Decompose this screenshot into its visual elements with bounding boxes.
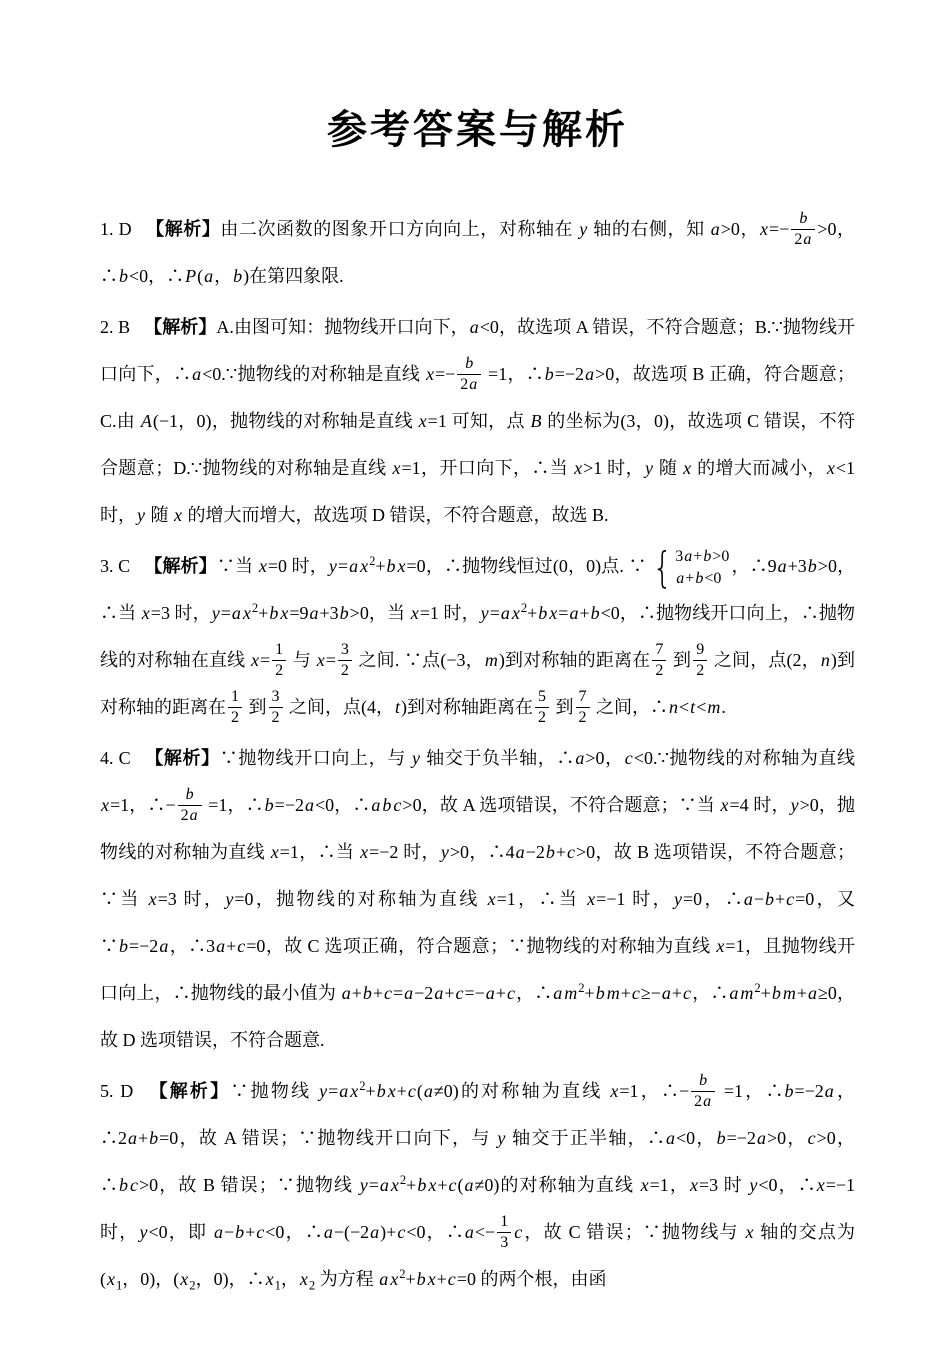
math-expression: 2a+b=0 — [118, 1128, 179, 1148]
math-expression: 3a+c=0 — [206, 936, 266, 956]
math-expression: x — [174, 505, 182, 525]
item-answer: D — [120, 1081, 134, 1101]
math-expression: y<0 — [139, 1222, 168, 1242]
math-expression: 9a+3b>0 — [767, 556, 837, 576]
fraction: $\frac{3}{2}$ — [338, 641, 352, 681]
fraction: $\frac{b}{2a}$ — [791, 210, 815, 250]
math-expression: x=4 — [720, 795, 749, 815]
math-expression: ($x_1$，0) — [100, 1269, 156, 1293]
math-expression: x=−1 — [587, 889, 626, 909]
item-number-answer — [100, 219, 132, 239]
math-expression: y>0 — [790, 795, 819, 815]
math-expression: x=− — [760, 219, 790, 239]
math-expression: b=−2a — [119, 936, 169, 956]
item-number: 2. — [100, 317, 114, 337]
math-expression: x=1 — [640, 1175, 669, 1195]
math-expression: y=a $x^2+b$ x+c(a≠0) — [319, 1079, 459, 1101]
math-expression: x=1 — [716, 936, 745, 956]
item-content: ∵抛物线 y=a $x^2+b$ x+c(a≠0)的对称轴为直线 x=1，∴− $\frac{b}{2a}$ =1，∴b=−2a，∴2a+b=0，故 A 错误；∵抛物线开口向下，与 y 轴交于正半轴，∴a<0，b=−2a>0，c>0，∴b c>0，故 B 错误；∵抛物线 y=a $x^2+b$ x+c(a≠0)的对称轴为直线 x=1，x=3 时 y<0，∴x=−1 时，y<0，即 a−b+c<0，∴a−(−2a)+c<0，∴a<− $\frac{1}{3}$ c，故 C 错误；∵抛物线与 x 轴的交点为($x_1$，0)，($x_2$，0)，$\therefore x_1$，$x_2$ 为方程 a $x^2+b$ x+c=0 的两个根，由函 — [100, 1071, 856, 1293]
math-expression: a>0 — [710, 219, 740, 239]
fraction: $\frac{1}{2}$ — [272, 641, 286, 681]
math-expression: (−3，m) — [440, 650, 505, 670]
item-content: ∵抛物线开口向上，与 y 轴交于负半轴，∴a>0，c<0.∵抛物线的对称轴为直线 x=1，∴− $\frac{b}{2a}$ =1，∴b=−2a<0，∴a b c>0，故 A 选项错误，不符合题意；∵当 x=4 时，y>0，抛物线的对称轴为直线 x=1，∴当 x=−2 时，y>0，∴4a−2b+c>0，故 B 选项错误，不符合题意；∵当 x=3 时，y=0，抛物线的对称轴为直线 x=1，∴当 x=−1 时，y=0，∴a−b+c=0，又∵b=−2a，∴3a+c=0，故 C 选项正确，符合题意；∵抛物线的对称轴为直线 x=1，且抛物线开口向上，∴抛物线的最小值为 a+b+c=a−2a+c=−a+c，∴a $m^2+b$ m+c≥−a+c，∴a $m^2+b$ m+a≥0，故 D 选项错误，不符合题意. — [100, 748, 856, 1050]
item-content: A.由图可知：抛物线开口向下，a<0，故选项 A 错误，不符合题意；B.∵抛物线开口向下，∴a<0.∵抛物线的对称轴是直线 x=− $\frac{b}{2a}$ =1，∴b=−2a>0，故选项 B 正确，符合题意；C.由 A(−1，0)，抛物线的对称轴是直线 x=1 可知，点 B 的坐标为(3，0)，故选项 C 错误，不符合题意；D.∵抛物线的对称轴是直线 x=1，开口向下，∴当 x>1 时，y 随 x 的增大而减小，x<1 时，y 随 x 的增大而增大，故选项 D 错误，不符合题意，故选 B. — [100, 317, 856, 525]
math-expression: (0，0) — [552, 556, 602, 576]
math-expression: c>0 — [807, 1128, 836, 1148]
math-expression: − — [678, 1081, 690, 1101]
math-expression: >0 — [817, 219, 837, 239]
math-expression: (3，0) — [620, 411, 669, 431]
fraction: $\frac{1}{2}$ — [228, 688, 242, 728]
math-expression: c — [514, 1222, 523, 1242]
math-expression: =1 — [208, 795, 228, 815]
math-expression: a $m^2+b$ m+c≥−a+c — [553, 981, 692, 1003]
math-expression: y=a $x^2+b$ x=0 — [328, 554, 426, 576]
answer-item-5 — [100, 1068, 855, 1303]
item-answer: C — [118, 748, 131, 768]
math-expression: x=1 — [270, 842, 299, 862]
math-expression: x=1 — [101, 795, 130, 815]
math-expression: (2，n) — [786, 650, 837, 670]
math-expression: P(a，b) — [185, 266, 250, 286]
fraction: $\frac{7}{2}$ — [652, 641, 666, 681]
math-expression: x=−1 — [816, 1175, 856, 1195]
math-expression: $x_1$ — [265, 1269, 281, 1293]
math-expression: a<− — [464, 1222, 496, 1242]
math-expression: y=0 — [225, 889, 254, 909]
math-expression: x=1 — [410, 603, 439, 623]
analysis-label: 【解析】 — [144, 748, 220, 768]
item-answer: D — [118, 219, 132, 239]
fraction: $\frac{7}{2}$ — [576, 688, 590, 728]
math-expression: $x_2$ — [299, 1269, 316, 1293]
math-expression: x=− — [425, 364, 456, 384]
item-number-answer — [100, 748, 131, 768]
fraction: $\frac{3}{2}$ — [269, 688, 283, 728]
item-answer: B — [118, 317, 131, 337]
math-expression: n<t<m — [669, 697, 721, 717]
item-content: 由二次函数的图象开口方向向上，对称轴在 y 轴的右侧，知 a>0，x=− $\frac{b}{2a}$ >0，∴b<0，∴P(a，b)在第四象限. — [100, 209, 856, 286]
answer-item-1 — [100, 206, 855, 300]
fraction: $\frac{b}{2a}$ — [457, 355, 481, 395]
analysis-label: 【解析】 — [144, 317, 217, 337]
math-expression: 4a−2b+c>0 — [505, 842, 596, 862]
math-expression: b=−2a — [784, 1081, 834, 1101]
math-expression: x<1 — [826, 458, 856, 478]
math-expression: y<0 — [749, 1175, 778, 1195]
math-expression: x=−2 — [360, 842, 399, 862]
math-expression: x — [683, 458, 692, 478]
answer-item-3 — [100, 543, 855, 731]
item-number: 5. — [100, 1081, 114, 1101]
item-content: ∵当 x=0 时，y=a $x^2+b$ x=0，∴抛物线恒过(0，0)点. ∵ { 3a+b>0 a+b<0 ，∴9a+3b>0，∴当 x=3 时，y=a $x^2+b$ x=9a+3b>0，当 x=1 时，y=a $x^2+b$ x=a+b<0，∴抛物线开口向上，∴抛物线的对称轴在直线 x= $\frac{1}{2}$ 与 x= $\frac{3}{2}$ 之间. ∵点(−3，m)到对称轴的距离在 $\frac{7}{2}$ 到 $\frac{9}{2}$ 之间，点(2，n)到对称轴的距离在 $\frac{1}{2}$ 到 $\frac{3}{2}$ 之间，点(4，t)到对称轴距离在 $\frac{5}{2}$ 到 $\frac{7}{2}$ 之间，∴n<t<m. — [100, 542, 856, 727]
analysis-label: 【解析】 — [144, 556, 217, 576]
math-expression: a−b+c<0 — [213, 1222, 285, 1242]
fraction: $\frac{b}{2a}$ — [178, 786, 202, 826]
equation-system: { 3a+b>0 a+b<0 — [651, 542, 730, 592]
math-expression: x=3 — [141, 603, 170, 623]
math-expression: y>0 — [440, 842, 470, 862]
item-number: 3. — [100, 556, 114, 576]
math-expression: c<0. — [624, 748, 658, 768]
math-expression: =1 — [723, 1081, 743, 1101]
math-expression: b<0 — [119, 266, 149, 286]
math-expression: a−b+c=0 — [743, 889, 815, 909]
math-expression: b c>0 — [119, 1175, 159, 1195]
math-expression: y=a $x^2+b$ x=9a+3b>0 — [211, 601, 369, 623]
math-expression: a b c>0 — [371, 795, 422, 815]
math-expression: a+b+c=a−2a+c=−a+c — [341, 983, 515, 1003]
math-expression: x=3 — [689, 1175, 719, 1195]
fraction: $\frac{1}{3}$ — [497, 1213, 511, 1253]
math-expression: x — [745, 1222, 754, 1242]
item-number-answer — [100, 556, 130, 576]
fraction: $\frac{b}{2a}$ — [691, 1072, 715, 1112]
math-expression: x=3 — [148, 889, 177, 909]
analysis-label: 【解析】 — [147, 1081, 231, 1101]
math-expression: x=1 — [418, 411, 447, 431]
math-expression: x>1 — [574, 458, 603, 478]
math-expression: a<0 — [469, 317, 499, 337]
analysis-label: 【解析】 — [145, 219, 221, 239]
math-expression: b=−2a<0 — [264, 795, 335, 815]
answer-item-2 — [100, 304, 855, 539]
math-expression: B — [530, 411, 542, 431]
math-expression: A(−1，0) — [140, 411, 212, 431]
left-brace: { — [651, 542, 672, 592]
item-answer: C — [118, 556, 131, 576]
math-expression: x=0 — [258, 556, 287, 576]
math-expression: b=−2a>0 — [716, 1128, 787, 1148]
math-expression: x=1 — [392, 458, 421, 478]
math-expression: a>0 — [575, 748, 605, 768]
math-expression: y — [411, 748, 420, 768]
math-expression: =1 — [488, 364, 508, 384]
math-expression: y=0 — [673, 889, 703, 909]
math-expression: a−(−2a)+c<0 — [323, 1222, 426, 1242]
math-expression: x=1 — [487, 889, 516, 909]
math-expression: ($x_2$，0) — [173, 1269, 229, 1293]
math-expression: x= — [251, 650, 271, 670]
fraction: $\frac{5}{2}$ — [535, 688, 549, 728]
item-number-answer — [100, 317, 130, 337]
math-expression: y — [644, 458, 653, 478]
math-expression: y — [497, 1128, 506, 1148]
math-expression: y=a $x^2+b$ x+c(a≠0) — [359, 1173, 500, 1195]
math-expression: a<0. — [192, 364, 226, 384]
item-number-answer — [100, 1081, 133, 1101]
item-number: 4. — [100, 748, 114, 768]
fraction: $\frac{9}{2}$ — [693, 641, 707, 681]
math-expression: y — [579, 219, 588, 239]
math-expression: y — [137, 505, 145, 525]
page-title: 参考答案与解析 — [327, 107, 628, 152]
math-expression: b=−2a>0 — [544, 364, 615, 384]
math-expression: − — [165, 795, 176, 815]
math-expression: x= — [316, 650, 336, 670]
item-number: 1. — [100, 219, 114, 239]
math-expression: (4，t) — [361, 697, 408, 717]
math-expression: a<0 — [665, 1128, 696, 1148]
answer-item-4 — [100, 735, 855, 1064]
math-expression: a $x^2+b$ x+c=0 — [379, 1267, 476, 1289]
math-expression: x=1 — [610, 1081, 639, 1101]
math-expression: a $m^2+b$ m+a≥0 — [729, 981, 837, 1003]
math-expression: y=a $x^2+b$ x=a+b<0 — [480, 601, 620, 623]
